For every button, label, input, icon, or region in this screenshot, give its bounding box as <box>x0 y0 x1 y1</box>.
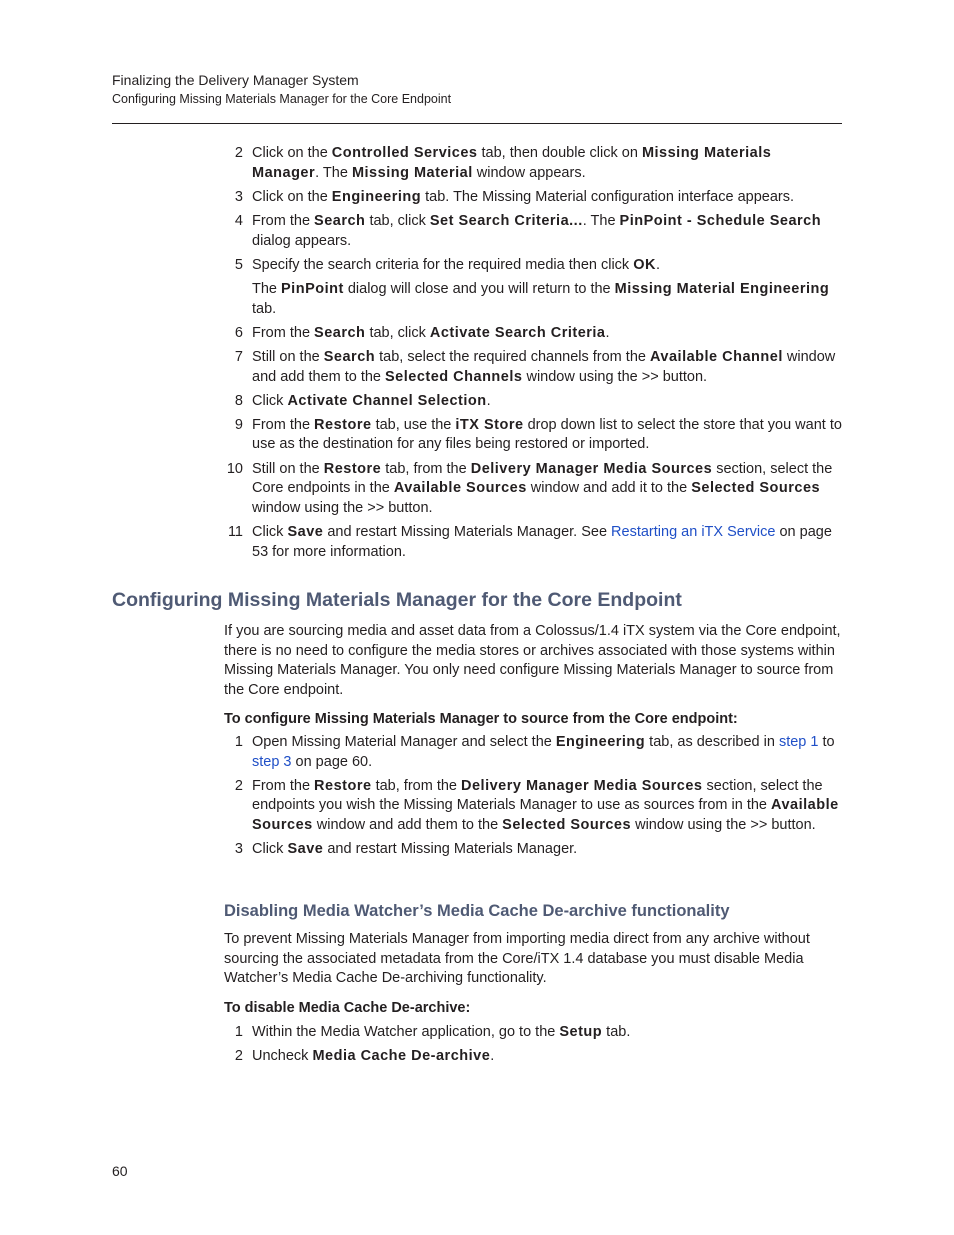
ui-term: Restore <box>323 460 382 477</box>
step-8: 8 Click Activate Channel Selection. <box>220 392 842 412</box>
procedure-title-core-endpoint: To configure Missing Materials Manager to source from the Core endpoint: <box>224 711 738 727</box>
ui-term: Engineering <box>555 734 646 750</box>
ui-term: iTX Store <box>455 416 524 433</box>
ui-term: Activate Channel Selection <box>287 392 487 409</box>
step-number: 5 <box>234 256 243 273</box>
procedure-title-disable-dearchive: To disable Media Cache De-archive: <box>224 1000 471 1016</box>
step-2: 2 Uncheck Media Cache De-archive. <box>220 1047 842 1067</box>
section-heading-core-endpoint: Configuring Missing Materials Manager for the Core Endpoint <box>112 589 682 611</box>
step-list-disable-dearchive <box>220 1023 842 1071</box>
step-number: 2 <box>234 1048 243 1065</box>
ui-term: Available Channel <box>649 348 783 365</box>
ui-term: Missing Materials Manager <box>252 145 772 181</box>
ui-term: OK <box>633 256 656 273</box>
header-chapter-title: Finalizing the Delivery Manager System <box>112 72 359 88</box>
ui-term: Restore <box>314 777 372 794</box>
step-number: 3 <box>234 841 243 858</box>
ui-term: Missing Material <box>351 164 473 181</box>
section-intro-core-endpoint: If you are sourcing media and asset data from a Colossus/1.4 iTX system via the Core endpoint, there is no need to configure the media stores or archives associated with those systems within Missing Materials Manager. You only need configure Missing Materials Manager to source from the Core endpoint. <box>224 623 841 698</box>
step-list-top <box>220 144 842 567</box>
step-11: 11 Click Save and restart Missing Materials Manager. See Restarting an iTX Service on page 53 for more information. <box>220 523 842 562</box>
link-step-1[interactable]: step 1 <box>778 734 819 750</box>
step-number: 4 <box>234 212 243 229</box>
ui-term: Missing Material Engineering <box>614 280 830 297</box>
ui-term: Search <box>323 348 376 365</box>
ui-term: Delivery Manager Media Sources <box>461 777 703 794</box>
step-number: 11 <box>227 524 243 541</box>
header-divider <box>112 123 842 124</box>
step-number: 7 <box>234 348 243 365</box>
ui-term: PinPoint - Schedule Search <box>619 212 822 229</box>
running-header <box>112 70 842 108</box>
ui-term: Set Search Criteria... <box>429 212 583 229</box>
step-6: 6 From the Search tab, click Activate Search Criteria. <box>220 324 842 344</box>
step-number: 1 <box>234 734 243 750</box>
ui-term: Selected Sources <box>691 480 821 497</box>
ui-term: Media Cache De-archive <box>312 1048 491 1065</box>
step-10: 10 Still on the Restore tab, from the Delivery Manager Media Sources section, select the Core endpoints in the Available Sources window and add it to the Selected Sources window using the >> button. <box>220 460 842 519</box>
step-5: 5 Specify the search criteria for the required media then click OK. <box>220 256 842 276</box>
step-2: 2 From the Restore tab, from the Delivery Manager Media Sources section, select the endpoints you wish the Missing Materials Manager to use as sources from in the Available Sources window and add them to the Selected Sources window using the >> button. <box>220 777 842 836</box>
step-number: 2 <box>234 145 243 161</box>
step-9: 9 From the Restore tab, use the iTX Store drop down list to select the store that you want to use as the destination for any files being restored or imported. <box>220 416 842 455</box>
step-list-core-endpoint <box>220 733 842 864</box>
step-4: 4 From the Search tab, click Set Search Criteria.... The PinPoint - Schedule Search dialog appears. <box>220 212 842 251</box>
step-number: 10 <box>226 460 243 477</box>
ui-term: Engineering <box>331 188 422 205</box>
ui-term: Save <box>287 524 324 541</box>
subsection-heading-media-watcher: Disabling Media Watcher’s Media Cache De-archive functionality <box>224 902 730 920</box>
link-restarting-itx-service[interactable]: Restarting an iTX Service <box>611 524 776 541</box>
step-1: 1 Open Missing Material Manager and select the Engineering tab, as described in step 1 to step 3 on page 60. <box>220 733 842 772</box>
step-7: 7 Still on the Search tab, select the required channels from the Available Channel window and add them to the Selected Channels window using the >> button. <box>220 348 842 387</box>
step-3: 3 Click on the Engineering tab. The Missing Material configuration interface appears. <box>220 188 842 208</box>
step-number: 9 <box>234 416 243 433</box>
step-number: 8 <box>234 392 243 409</box>
header-section-title: Configuring Missing Materials Manager for the Core Endpoint <box>112 92 452 106</box>
ui-term: Search <box>314 212 366 229</box>
link-step-3[interactable]: step 3 <box>252 753 292 770</box>
ui-term: Available Sources <box>252 797 839 833</box>
ui-term: Setup <box>559 1024 603 1040</box>
step-5-continuation: The PinPoint dialog will close and you will return to the Missing Material Engineering tab. <box>252 280 830 317</box>
page-number: 60 <box>112 1163 128 1179</box>
ui-term: Restore <box>314 416 372 433</box>
ui-term: Available Sources <box>393 480 527 497</box>
step-number: 2 <box>234 777 243 794</box>
ui-term: Search <box>314 324 366 341</box>
step-1: 1 Within the Media Watcher application, go to the Setup tab. <box>220 1023 842 1043</box>
ui-term: Delivery Manager Media Sources <box>470 460 713 477</box>
step-number: 6 <box>234 324 243 341</box>
step-number: 3 <box>234 188 243 205</box>
ui-term: Selected Channels <box>385 368 523 385</box>
step-number: 1 <box>234 1024 243 1040</box>
step-3: 3 Click Save and restart Missing Materials Manager. <box>220 840 842 860</box>
ui-term: Controlled Services <box>331 145 478 161</box>
ui-term: Selected Sources <box>502 816 632 833</box>
step-2: 2 Click on the Controlled Services tab, then double click on Missing Materials Manager. The Missing Material window appears. <box>220 144 842 183</box>
ui-term: Save <box>287 841 324 858</box>
ui-term: Activate Search Criteria <box>429 324 606 341</box>
ui-term: PinPoint <box>281 280 344 297</box>
subsection-intro-media-watcher: To prevent Missing Materials Manager from importing media direct from any archive without sourcing the associated metadata from the Core/iTX 1.4 database you must disable Media Watcher’s Media Cache De-archiving functionality. <box>224 931 810 987</box>
